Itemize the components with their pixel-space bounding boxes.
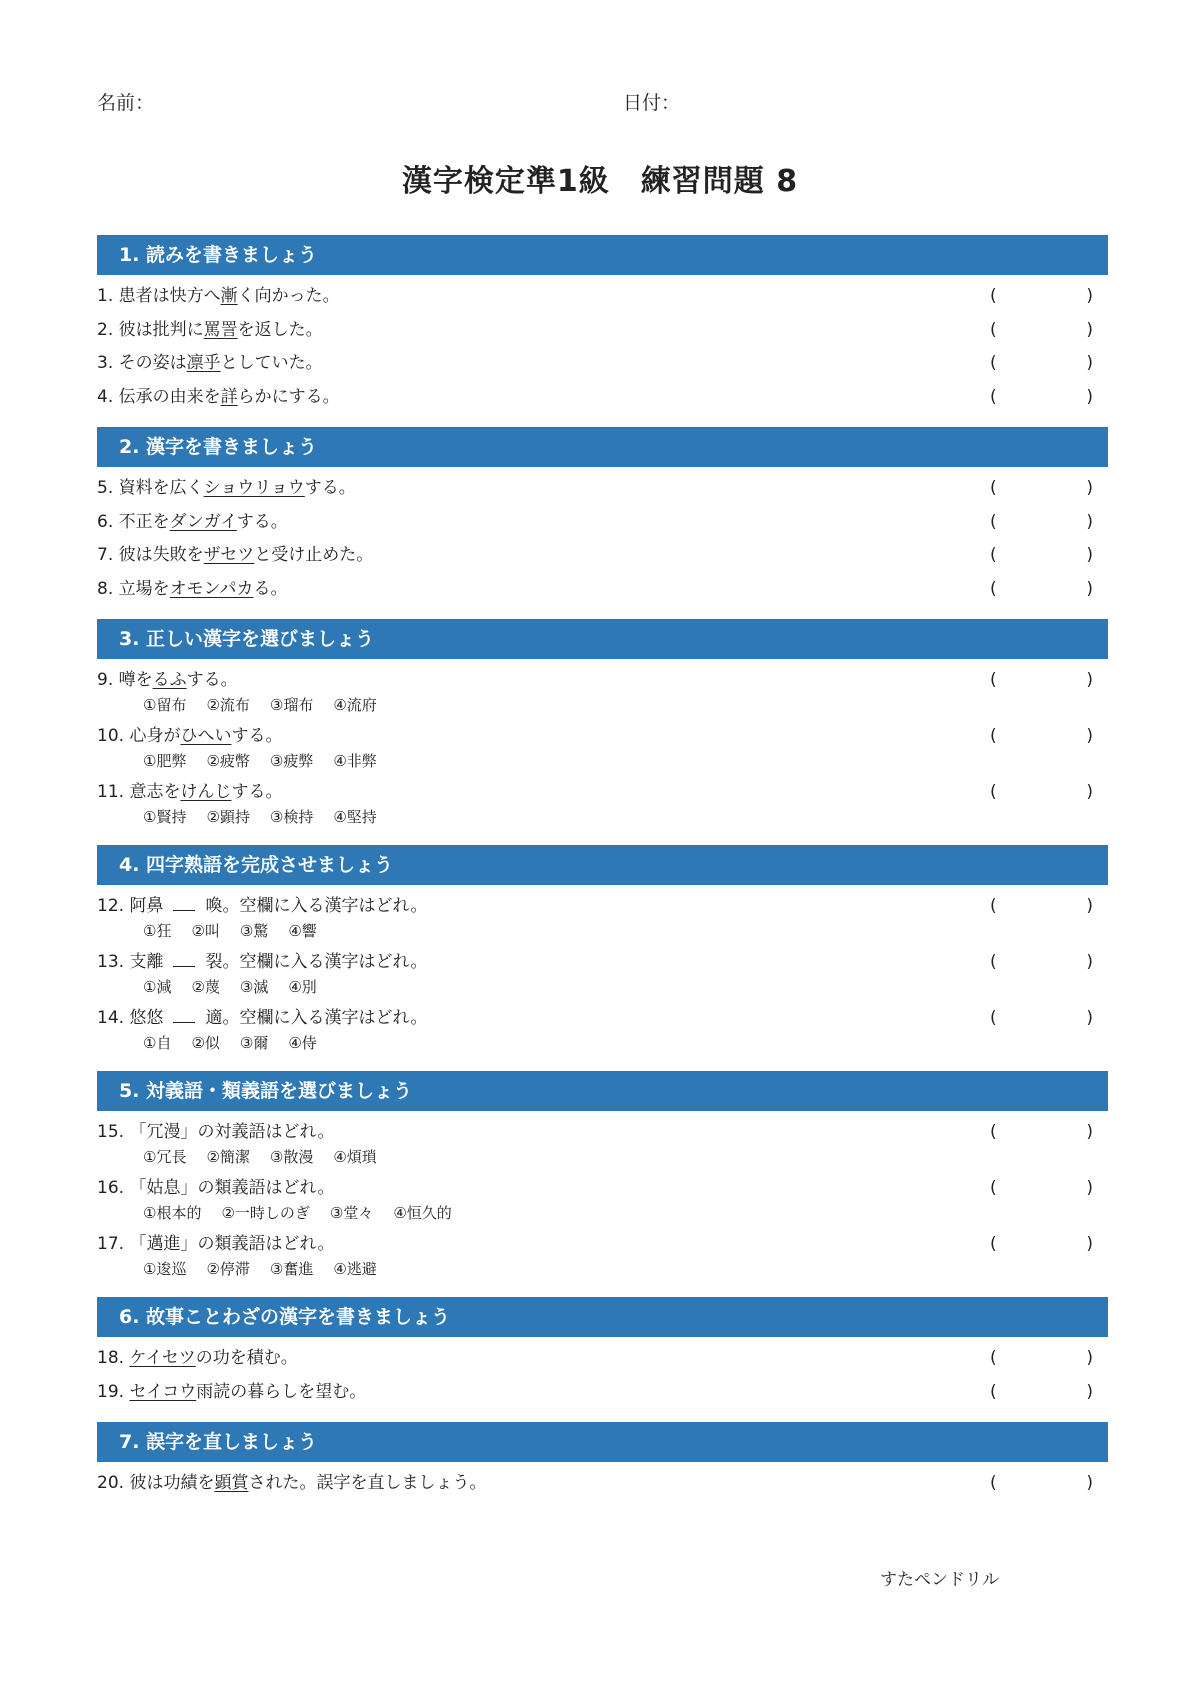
question-prefix: 意志を xyxy=(129,782,181,802)
question-number: 4. xyxy=(97,386,114,407)
question-item xyxy=(97,542,1108,576)
question-prefix: 彼は批判に xyxy=(118,319,204,340)
question-suffix: としていた。 xyxy=(220,353,323,373)
question-prefix: 噂を xyxy=(118,670,153,690)
paren-open: ( xyxy=(990,511,997,532)
question-prefix: 「邁進」の類義語はどれ。 xyxy=(129,1234,335,1254)
paren-close: ) xyxy=(1086,286,1093,306)
question-text xyxy=(97,475,1108,501)
question-text xyxy=(97,1175,1108,1201)
paren-open: ( xyxy=(990,353,997,373)
paren-close: ) xyxy=(1086,578,1093,599)
choice-options xyxy=(97,975,1108,999)
question-item xyxy=(97,1005,1108,1061)
question-text xyxy=(97,723,1108,749)
underlined-target: ショウリョウ xyxy=(203,478,305,498)
paren-open: ( xyxy=(990,1348,997,1368)
choice-options xyxy=(97,805,1108,829)
choice-options xyxy=(97,1031,1108,1055)
paren-close: ) xyxy=(1086,952,1093,972)
question-item xyxy=(97,283,1108,317)
answer-box[interactable] xyxy=(990,949,1093,975)
answer-box[interactable] xyxy=(990,1005,1093,1031)
question-text xyxy=(97,1345,1108,1371)
question-text xyxy=(97,779,1108,805)
answer-box[interactable] xyxy=(990,893,1093,919)
answer-box[interactable] xyxy=(990,779,1093,805)
paren-open: ( xyxy=(990,952,997,972)
question-text xyxy=(97,283,1108,309)
paren-close: ) xyxy=(1086,1381,1093,1402)
paren-close: ) xyxy=(1086,1348,1093,1368)
question-prefix: 伝承の由来を xyxy=(118,386,221,407)
underlined-target: るふ xyxy=(152,670,187,690)
question-text xyxy=(97,542,1108,568)
paren-close: ) xyxy=(1086,478,1093,498)
choice-option[interactable]: ④逃避 xyxy=(333,1260,377,1278)
choice-options xyxy=(97,919,1108,943)
paren-open: ( xyxy=(990,319,997,340)
question-item xyxy=(97,893,1108,949)
paren-open: ( xyxy=(990,1473,997,1493)
question-text xyxy=(97,576,1108,602)
paren-close: ) xyxy=(1086,1473,1093,1493)
question-suffix: 雨読の暮らしを望む。 xyxy=(196,1381,367,1402)
choice-option[interactable]: ③散漫 xyxy=(269,1148,314,1166)
choice-option[interactable]: ②似 xyxy=(191,1034,220,1052)
answer-box[interactable] xyxy=(990,1231,1093,1257)
question-item xyxy=(97,1470,1108,1504)
paren-open: ( xyxy=(990,578,997,599)
question-item xyxy=(97,350,1108,384)
paren-close: ) xyxy=(1086,353,1093,373)
paren-close: ) xyxy=(1086,511,1093,532)
section-6 xyxy=(97,1297,1108,1412)
choice-option[interactable]: ③瑠布 xyxy=(269,696,314,714)
choice-option[interactable]: ①肥弊 xyxy=(143,752,187,770)
question-number: 17. xyxy=(97,1234,125,1254)
question-item xyxy=(97,317,1108,351)
section-4 xyxy=(97,845,1108,1061)
paren-close: ) xyxy=(1086,545,1093,565)
paren-close: ) xyxy=(1086,1178,1093,1198)
choice-option[interactable]: ④恒久的 xyxy=(393,1204,452,1222)
question-item xyxy=(97,509,1108,543)
answer-box[interactable] xyxy=(990,576,1093,602)
choice-option[interactable]: ④侍 xyxy=(288,1034,317,1052)
question-number: 11. xyxy=(97,782,125,802)
question-suffix: する。 xyxy=(304,478,356,498)
choice-option[interactable]: ③驚 xyxy=(239,922,269,940)
paren-open: ( xyxy=(990,1234,997,1254)
paren-close: ) xyxy=(1086,670,1093,690)
question-suffix: く向かった。 xyxy=(237,286,340,306)
paren-close: ) xyxy=(1086,782,1093,802)
paren-open: ( xyxy=(990,896,997,916)
question-suffix: する。 xyxy=(186,670,238,690)
underlined-target: セイコウ xyxy=(129,1381,197,1402)
question-number: 19. xyxy=(97,1381,125,1402)
question-item xyxy=(97,723,1108,779)
choice-options xyxy=(97,1145,1108,1169)
paren-close: ) xyxy=(1086,896,1093,916)
answer-box[interactable] xyxy=(990,667,1093,693)
question-prefix: 彼は功績を xyxy=(129,1473,215,1493)
question-suffix: する。 xyxy=(231,726,283,746)
choice-option[interactable]: ③疲弊 xyxy=(269,752,314,770)
paren-open: ( xyxy=(990,670,997,690)
question-suffix: 裂。空欄に入る漢字はどれ。 xyxy=(205,952,428,972)
question-number: 20. xyxy=(97,1473,125,1493)
paren-close: ) xyxy=(1086,1122,1093,1142)
question-suffix: る。 xyxy=(253,578,288,599)
question-suffix: する。 xyxy=(231,782,283,802)
answer-box[interactable] xyxy=(990,317,1093,343)
paren-close: ) xyxy=(1086,1008,1093,1028)
question-suffix: された。誤字を直しましょう。 xyxy=(248,1473,487,1493)
choice-option[interactable]: ②疲幣 xyxy=(206,752,250,770)
blank-line xyxy=(173,952,195,967)
section-heading: 6. 故事ことわざの漢字を書きましょう xyxy=(97,1297,1108,1337)
question-suffix: と受け止めた。 xyxy=(254,545,374,565)
choice-option[interactable]: ③堂々 xyxy=(329,1204,374,1222)
choice-options xyxy=(97,693,1108,717)
question-number: 8. xyxy=(97,578,114,599)
paren-open: ( xyxy=(990,1122,997,1142)
question-text xyxy=(97,1231,1108,1257)
choice-option[interactable]: ③検持 xyxy=(269,808,314,826)
question-prefix: 資料を広く xyxy=(118,478,204,498)
question-prefix: 不正を xyxy=(118,511,170,532)
blank-line xyxy=(173,1008,195,1023)
question-number: 16. xyxy=(97,1178,125,1198)
question-prefix: 悠悠 xyxy=(129,1008,164,1028)
paren-close: ) xyxy=(1086,386,1093,407)
footer-brand: すたペンドリル xyxy=(880,1570,999,1590)
blank-line xyxy=(173,896,195,911)
paren-close: ) xyxy=(1086,726,1093,746)
question-suffix: 適。空欄に入る漢字はどれ。 xyxy=(205,1008,428,1028)
choice-option[interactable]: ②顕持 xyxy=(206,808,250,826)
section-heading: 1. 読みを書きましょう xyxy=(97,235,1108,275)
question-item xyxy=(97,475,1108,509)
paren-open: ( xyxy=(990,726,997,746)
choice-option[interactable]: ②流布 xyxy=(206,696,250,714)
choice-option[interactable]: ③奮進 xyxy=(269,1260,314,1278)
paren-open: ( xyxy=(990,1381,997,1402)
question-list xyxy=(97,235,1108,1514)
answer-box[interactable] xyxy=(990,1379,1093,1405)
underlined-target: オモンパカ xyxy=(169,578,254,599)
question-number: 2. xyxy=(97,319,114,340)
question-text xyxy=(97,1470,1108,1496)
answer-box[interactable] xyxy=(990,723,1093,749)
paren-open: ( xyxy=(990,386,997,407)
choice-option[interactable]: ④流府 xyxy=(333,696,377,714)
paren-open: ( xyxy=(990,1178,997,1198)
choice-option[interactable]: ②一時しのぎ xyxy=(221,1204,310,1222)
question-item xyxy=(97,384,1108,418)
question-number: 15. xyxy=(97,1122,125,1142)
paren-open: ( xyxy=(990,286,997,306)
choice-option[interactable]: ①賢持 xyxy=(143,808,187,826)
question-item xyxy=(97,949,1108,1005)
question-number: 3. xyxy=(97,353,114,373)
question-prefix: 支離 xyxy=(129,952,164,972)
answer-box[interactable] xyxy=(990,384,1093,410)
choice-option[interactable]: ①冗長 xyxy=(143,1148,187,1166)
question-item xyxy=(97,1175,1108,1231)
section-heading: 5. 対義語・類義語を選びましょう xyxy=(97,1071,1108,1111)
question-suffix: する。 xyxy=(236,511,288,532)
section-heading: 3. 正しい漢字を選びましょう xyxy=(97,619,1108,659)
question-prefix: 患者は快方へ xyxy=(118,286,221,306)
underlined-target: けんじ xyxy=(180,782,232,802)
question-text xyxy=(97,667,1108,693)
question-text xyxy=(97,1119,1108,1145)
choice-option[interactable]: ②停滞 xyxy=(206,1260,250,1278)
question-text xyxy=(97,384,1108,410)
date-label: 日付： xyxy=(623,92,681,114)
choice-options xyxy=(97,1201,1108,1225)
name-label: 名前： xyxy=(97,92,155,114)
choice-option[interactable]: ④響 xyxy=(288,922,317,940)
question-text xyxy=(97,317,1108,343)
answer-box[interactable] xyxy=(990,1175,1093,1201)
question-prefix: 立場を xyxy=(118,578,170,599)
choice-option[interactable]: ①減 xyxy=(143,978,172,996)
question-prefix: 阿鼻 xyxy=(129,896,164,916)
answer-box[interactable] xyxy=(990,1345,1093,1371)
page-title: 漢字検定準1級 練習問題 8 xyxy=(401,164,799,199)
answer-box[interactable] xyxy=(990,1119,1093,1145)
question-prefix: 彼は失敗を xyxy=(118,545,204,565)
question-text xyxy=(97,350,1108,376)
question-text xyxy=(97,893,1108,919)
choice-option[interactable]: ①狂 xyxy=(143,922,172,940)
section-3 xyxy=(97,619,1108,835)
choice-option[interactable]: ①根本的 xyxy=(143,1204,202,1222)
choice-option[interactable]: ①自 xyxy=(143,1034,172,1052)
section-heading: 2. 漢字を書きましょう xyxy=(97,427,1108,467)
question-number: 12. xyxy=(97,896,125,916)
question-text xyxy=(97,949,1108,975)
answer-box[interactable] xyxy=(990,542,1093,568)
question-number: 18. xyxy=(97,1348,125,1368)
question-suffix: 喚。空欄に入る漢字はどれ。 xyxy=(205,896,428,916)
paren-open: ( xyxy=(990,1008,997,1028)
question-item xyxy=(97,1231,1108,1287)
choice-options xyxy=(97,749,1108,773)
choice-option[interactable]: ③滅 xyxy=(239,978,269,996)
question-text xyxy=(97,1005,1108,1031)
choice-option[interactable]: ④別 xyxy=(288,978,317,996)
paren-open: ( xyxy=(990,782,997,802)
section-heading: 7. 誤字を直しましょう xyxy=(97,1422,1108,1462)
question-item xyxy=(97,1379,1108,1413)
underlined-target: ケイセツ xyxy=(129,1348,196,1368)
underlined-target: ひへい xyxy=(180,726,232,746)
question-item xyxy=(97,1345,1108,1379)
answer-box[interactable] xyxy=(990,475,1093,501)
choice-option[interactable]: ①留布 xyxy=(143,696,187,714)
answer-box[interactable] xyxy=(990,350,1093,376)
question-suffix: の功を積む。 xyxy=(195,1348,298,1368)
answer-box[interactable] xyxy=(990,1470,1093,1496)
paren-open: ( xyxy=(990,478,997,498)
question-number: 13. xyxy=(97,952,125,972)
underlined-target: ダンガイ xyxy=(169,511,237,532)
question-number: 6. xyxy=(97,511,114,532)
underlined-target: 顕賞 xyxy=(214,1473,249,1493)
underlined-target: 漸 xyxy=(220,286,238,306)
underlined-target: 凛乎 xyxy=(186,353,221,373)
question-prefix: 「冗漫」の対義語はどれ。 xyxy=(129,1122,335,1142)
question-text xyxy=(97,509,1108,535)
question-item xyxy=(97,779,1108,835)
underlined-target: 詳 xyxy=(220,386,238,407)
section-1 xyxy=(97,235,1108,417)
paren-close: ) xyxy=(1086,319,1093,340)
underlined-target: 罵詈 xyxy=(203,319,238,340)
question-item xyxy=(97,667,1108,723)
question-number: 1. xyxy=(97,286,114,306)
question-suffix: らかにする。 xyxy=(237,386,340,407)
question-number: 5. xyxy=(97,478,114,498)
section-heading: 4. 四字熟語を完成させましょう xyxy=(97,845,1108,885)
choice-option[interactable]: ②叫 xyxy=(191,922,220,940)
section-5 xyxy=(97,1071,1108,1287)
answer-box[interactable] xyxy=(990,283,1093,309)
paren-open: ( xyxy=(990,545,997,565)
choice-option[interactable]: ④非弊 xyxy=(333,752,377,770)
choice-option[interactable]: ②簡潔 xyxy=(206,1148,250,1166)
question-item xyxy=(97,576,1108,610)
choice-options xyxy=(97,1257,1108,1281)
question-number: 14. xyxy=(97,1008,125,1028)
question-number: 7. xyxy=(97,545,114,565)
question-item xyxy=(97,1119,1108,1175)
choice-option[interactable]: ④堅持 xyxy=(333,808,377,826)
question-text xyxy=(97,1379,1108,1405)
question-prefix: 「姑息」の類義語はどれ。 xyxy=(129,1178,335,1198)
question-prefix: その姿は xyxy=(118,353,187,373)
paren-close: ) xyxy=(1086,1234,1093,1254)
choice-option[interactable]: ①逡巡 xyxy=(143,1260,187,1278)
question-number: 10. xyxy=(97,726,125,746)
choice-option[interactable]: ③爾 xyxy=(239,1034,269,1052)
choice-option[interactable]: ②蔑 xyxy=(191,978,220,996)
question-number: 9. xyxy=(97,670,114,690)
answer-box[interactable] xyxy=(990,509,1093,535)
section-2 xyxy=(97,427,1108,609)
question-suffix: を返した。 xyxy=(237,319,323,340)
section-7 xyxy=(97,1422,1108,1504)
underlined-target: ザセツ xyxy=(203,545,255,565)
choice-option[interactable]: ④煩瑣 xyxy=(333,1148,377,1166)
question-prefix: 心身が xyxy=(129,726,181,746)
